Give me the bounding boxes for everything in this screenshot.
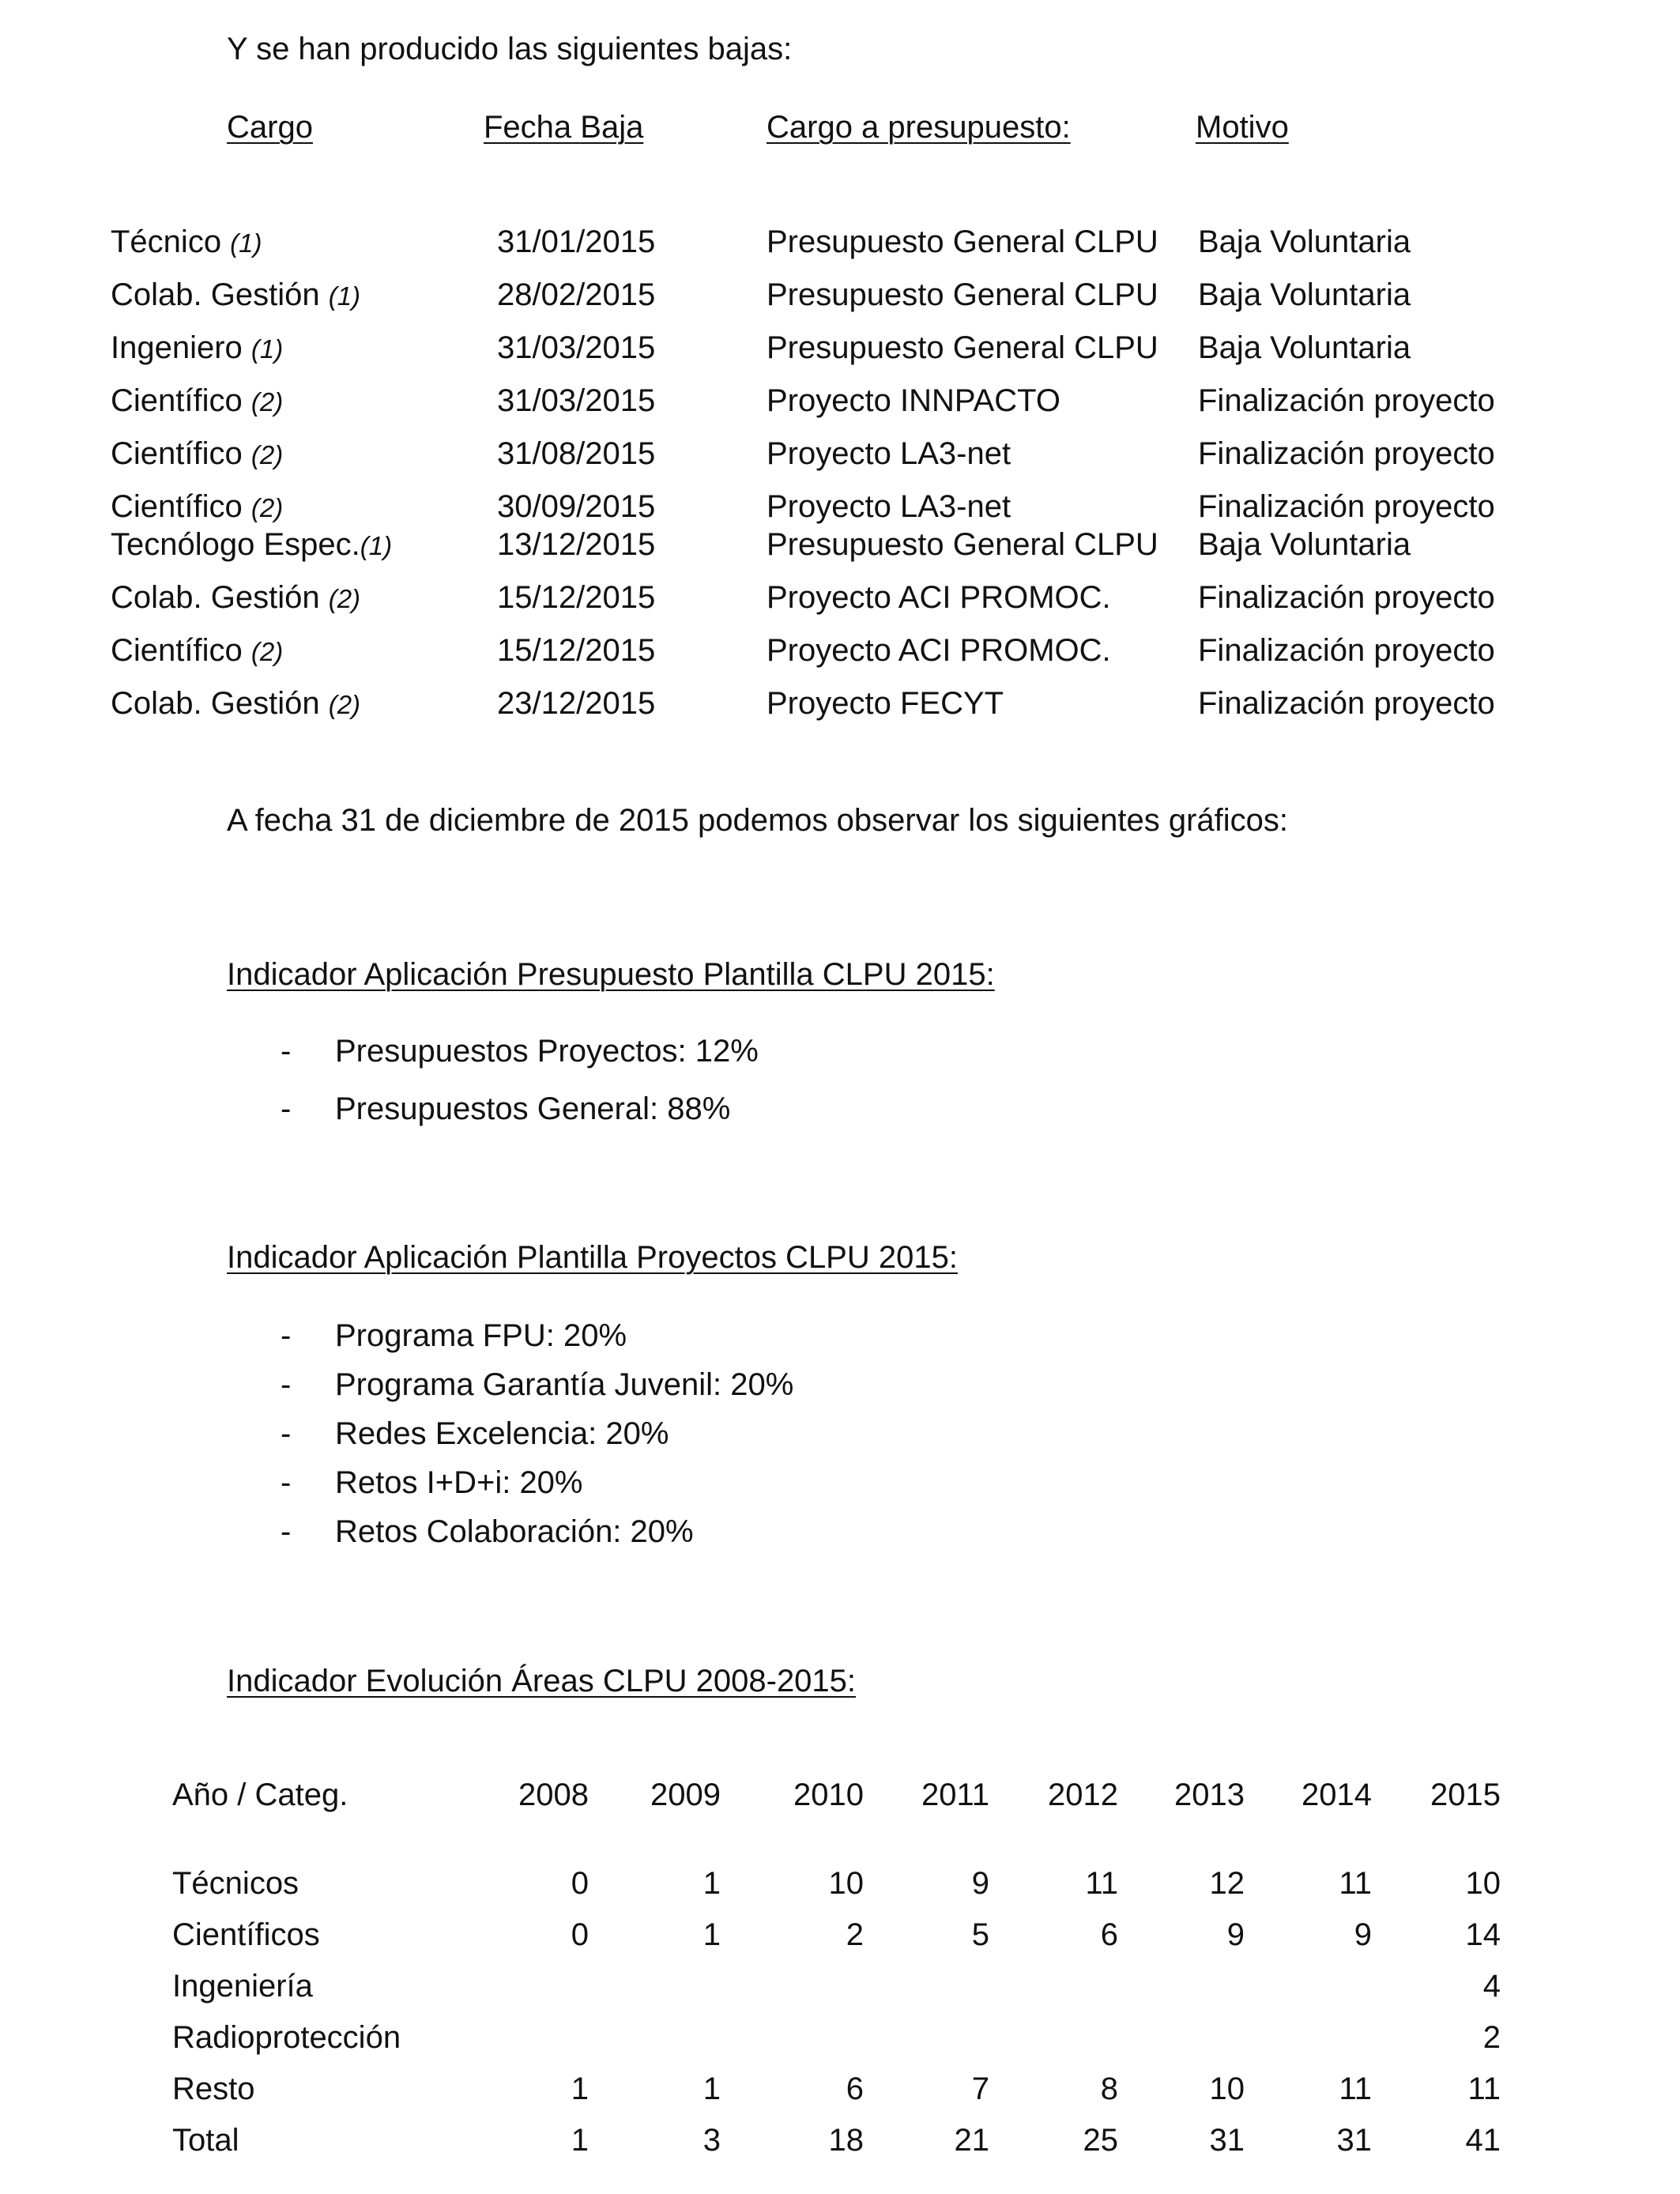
row-cargo: [111, 279, 360, 311]
table-cell: 10: [828, 1866, 864, 1901]
row-cargo: [111, 688, 360, 719]
row-cargo: [111, 582, 360, 613]
row-motivo: Baja Voluntaria: [1198, 527, 1411, 562]
year-header: 2011: [921, 1777, 989, 1812]
category-label: Total: [172, 2123, 239, 2158]
row-motivo: Baja Voluntaria: [1198, 330, 1411, 365]
table-cell: 2: [846, 1917, 864, 1952]
row-cargo: [111, 491, 283, 522]
category-label: Técnicos: [172, 1866, 299, 1901]
row-presupuesto: Proyecto FECYT: [767, 686, 1004, 721]
cargo-note: (1): [230, 228, 262, 258]
row-cargo: [111, 385, 283, 417]
list-item: Presupuestos General: 88%: [335, 1091, 731, 1126]
row-cargo: [111, 226, 262, 258]
row-fecha: 23/12/2015: [497, 686, 656, 721]
category-label: Científicos: [172, 1917, 320, 1952]
cargo-note: (2): [328, 584, 361, 613]
table-cell: 6: [846, 2071, 864, 2106]
row-motivo: Baja Voluntaria: [1198, 224, 1411, 259]
year-header: 2014: [1301, 1777, 1372, 1812]
category-label: Resto: [172, 2071, 255, 2106]
row-fecha: 13/12/2015: [497, 527, 656, 562]
table-cell: 12: [1209, 1866, 1245, 1901]
cargo-note: (2): [328, 690, 361, 719]
cargo-note: (2): [250, 493, 284, 522]
year-header: 2013: [1174, 1777, 1245, 1812]
table-cell: 5: [971, 1917, 989, 1952]
table-cell: 11: [1467, 2071, 1501, 2106]
cargo-note: (1): [360, 531, 393, 560]
indicador1-title: Indicador Aplicación Presupuesto Plantilla CLPU 2015:: [227, 957, 995, 992]
row-cargo: [111, 438, 283, 469]
header-baja-word: Baja: [580, 110, 644, 145]
table-cell: 9: [1226, 1917, 1245, 1952]
fecha-text: A fecha 31 de diciembre de 2015 podemos observar los siguientes gráficos:: [227, 803, 1289, 838]
table-cell: 9: [1354, 1917, 1372, 1952]
table-cell: 11: [1339, 1866, 1372, 1901]
list-bullet: -: [281, 1318, 292, 1353]
table-cell: 1: [703, 1917, 721, 1952]
table-cell: 7: [971, 2071, 989, 2106]
row-fecha: 15/12/2015: [497, 580, 656, 615]
table-cell: 10: [1209, 2071, 1245, 2106]
table-cell: 11: [1339, 2071, 1372, 2106]
row-motivo: Finalización proyecto: [1198, 489, 1495, 524]
list-bullet: -: [281, 1514, 292, 1549]
table-cell: 0: [571, 1917, 589, 1952]
table-cell: 8: [1100, 2071, 1118, 2106]
list-item: Retos I+D+i: 20%: [335, 1465, 583, 1500]
list-item: Retos Colaboración: 20%: [335, 1514, 694, 1549]
row-fecha: 28/02/2015: [497, 277, 656, 312]
row-presupuesto: Proyecto ACI PROMOC.: [767, 580, 1111, 615]
cargo-name: Colab. Gestión: [111, 686, 329, 721]
list-bullet: -: [281, 1091, 292, 1126]
table-cell: 18: [828, 2123, 864, 2158]
row-fecha: 31/03/2015: [497, 330, 656, 365]
list-bullet: -: [281, 1034, 292, 1069]
list-bullet: -: [281, 1465, 292, 1500]
header-fecha-word: Fecha: [484, 110, 572, 145]
table-cell: 1: [703, 1866, 721, 1901]
row-motivo: Finalización proyecto: [1198, 686, 1495, 721]
list-bullet: -: [281, 1416, 292, 1451]
header-motivo: Motivo: [1196, 110, 1289, 145]
row-fecha: 31/03/2015: [497, 383, 656, 418]
row-presupuesto: Proyecto LA3-net: [767, 489, 1011, 524]
row-cargo: [111, 332, 283, 364]
year-header: 2010: [793, 1777, 864, 1812]
row-fecha: 31/01/2015: [497, 224, 656, 259]
table-cell: 6: [1100, 1917, 1118, 1952]
list-item: Programa Garantía Juvenil: 20%: [335, 1367, 794, 1402]
indicador2-title: Indicador Aplicación Plantilla Proyectos CLPU 2015:: [227, 1240, 958, 1275]
cargo-name: Colab. Gestión: [111, 580, 329, 615]
row-presupuesto: Presupuesto General CLPU: [767, 224, 1158, 259]
cargo-note: (1): [328, 281, 361, 311]
cargo-name: Colab. Gestión: [111, 277, 329, 312]
row-cargo: [111, 635, 283, 666]
cargo-name: Científico: [111, 436, 251, 471]
indicador3-title: Indicador Evolución Áreas CLPU 2008-2015:: [227, 1664, 857, 1698]
cargo-note: (2): [250, 440, 284, 469]
table-cell: 1: [571, 2071, 589, 2106]
row-fecha: 30/09/2015: [497, 489, 656, 524]
cargo-note: (1): [250, 334, 284, 364]
row-presupuesto: Presupuesto General CLPU: [767, 330, 1158, 365]
cargo-note: (2): [250, 637, 284, 666]
list-item: Redes Excelencia: 20%: [335, 1416, 669, 1451]
table-cell: 21: [954, 2123, 989, 2158]
row-motivo: Finalización proyecto: [1198, 580, 1495, 615]
table-cell: 9: [971, 1866, 989, 1901]
row-presupuesto: Proyecto LA3-net: [767, 436, 1011, 471]
row-presupuesto: Presupuesto General CLPU: [767, 277, 1158, 312]
row-motivo: Baja Voluntaria: [1198, 277, 1411, 312]
header-fecha: [484, 111, 643, 143]
row-cargo: [111, 529, 392, 560]
list-bullet: -: [281, 1367, 292, 1402]
header-presupuesto: Cargo a presupuesto:: [767, 110, 1071, 145]
category-label: Ingeniería: [172, 1969, 313, 2004]
row-presupuesto: Proyecto ACI PROMOC.: [767, 633, 1111, 668]
cargo-name: Técnico: [111, 224, 231, 259]
category-label: Radioprotección: [172, 2020, 401, 2055]
year-header: 2008: [518, 1777, 589, 1812]
year-header: 2009: [650, 1777, 721, 1812]
table-cell: 41: [1465, 2123, 1501, 2158]
table-cell: 11: [1085, 1866, 1118, 1901]
table-cell: 1: [571, 2123, 589, 2158]
cargo-name: Científico: [111, 383, 251, 418]
cargo-note: (2): [250, 387, 284, 417]
year-header: 2015: [1430, 1777, 1501, 1812]
table-header-label: Año / Categ.: [172, 1777, 348, 1812]
row-motivo: Finalización proyecto: [1198, 383, 1495, 418]
cargo-name: Científico: [111, 489, 251, 524]
table-cell: 25: [1083, 2123, 1118, 2158]
table-cell: 2: [1482, 2020, 1501, 2055]
table-cell: 1: [703, 2071, 721, 2106]
table-cell: 4: [1482, 1969, 1501, 2004]
row-presupuesto: Proyecto INNPACTO: [767, 383, 1060, 418]
year-header: 2012: [1048, 1777, 1118, 1812]
intro-text: Y se han producido las siguientes bajas:: [227, 32, 793, 66]
list-item: Programa FPU: 20%: [335, 1318, 627, 1353]
row-motivo: Finalización proyecto: [1198, 436, 1495, 471]
cargo-name: Tecnólogo Espec.: [111, 527, 360, 562]
table-cell: 31: [1336, 2123, 1372, 2158]
table-cell: 3: [703, 2123, 721, 2158]
table-cell: 31: [1209, 2123, 1245, 2158]
header-cargo: Cargo: [227, 110, 313, 145]
row-motivo: Finalización proyecto: [1198, 633, 1495, 668]
cargo-name: Ingeniero: [111, 330, 251, 365]
cargo-name: Científico: [111, 633, 251, 668]
table-cell: 10: [1465, 1866, 1501, 1901]
table-cell: 14: [1465, 1917, 1501, 1952]
table-cell: 0: [571, 1866, 589, 1901]
list-item: Presupuestos Proyectos: 12%: [335, 1034, 759, 1069]
row-fecha: 15/12/2015: [497, 633, 656, 668]
row-fecha: 31/08/2015: [497, 436, 656, 471]
row-presupuesto: Presupuesto General CLPU: [767, 527, 1158, 562]
